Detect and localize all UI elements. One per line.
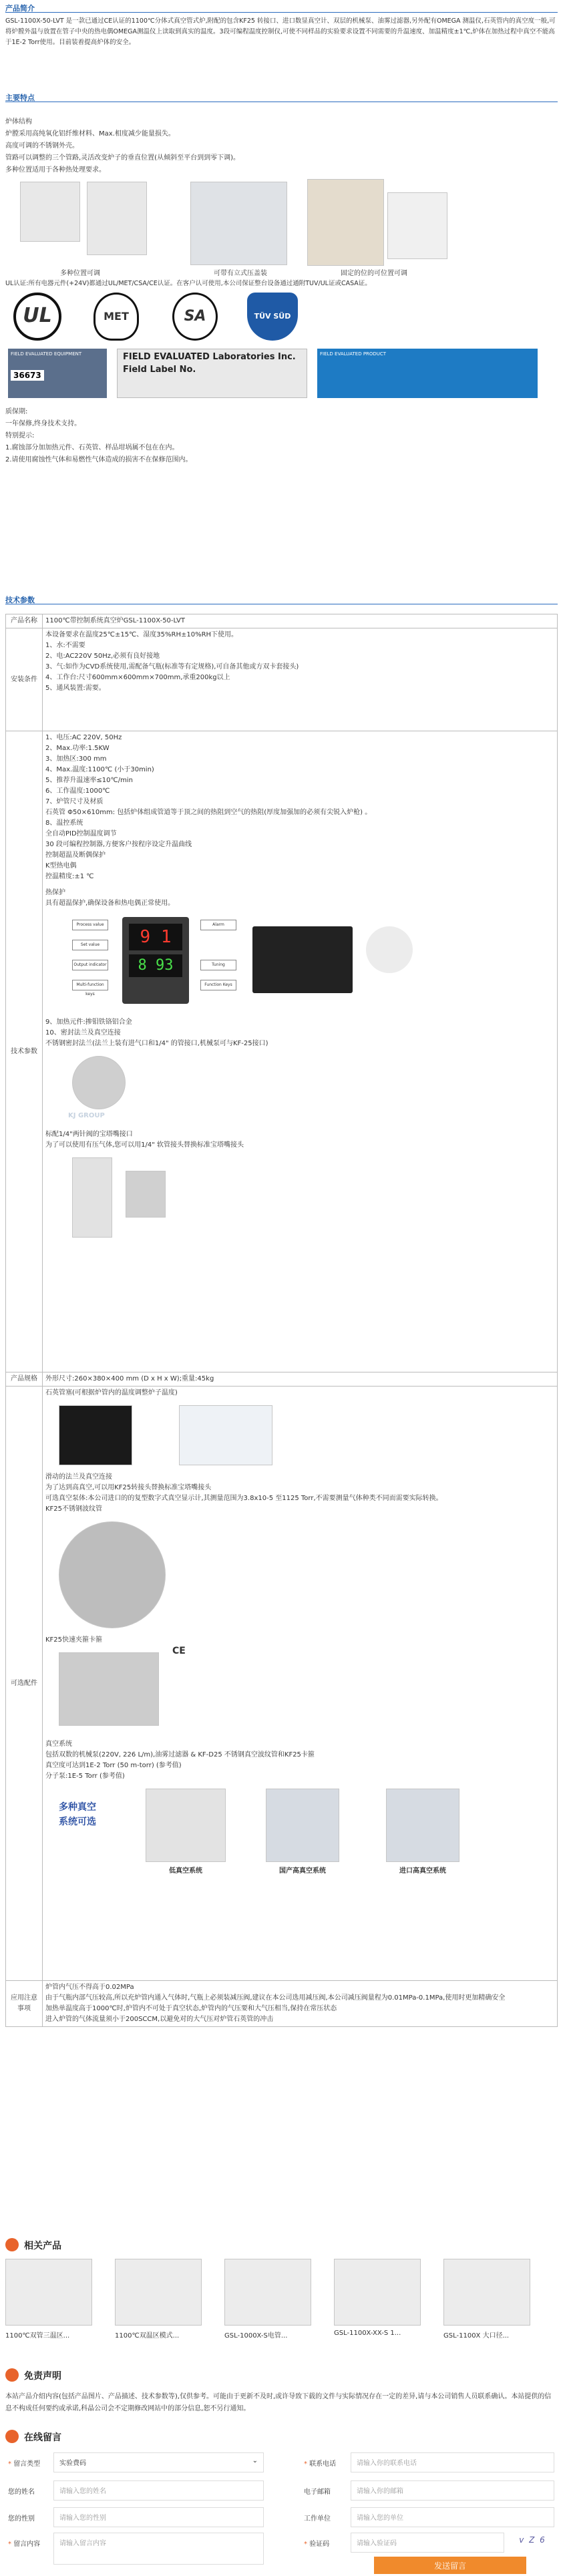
controller-callout: Function Keys	[200, 980, 236, 990]
related-header	[0, 2234, 563, 2255]
field-label-captcha: * 验证码	[304, 2541, 330, 2548]
disclaimer-header	[0, 2364, 563, 2386]
row-line: 真空度可达到1E-2 Torr (50 m-torr) (参考值)	[45, 1762, 182, 1769]
intro-text: GSL-1100X-50-LVT 是一款已通过CE认证的1100℃分体式真空管式炉,附配的包含KF25 转接口、进口数显真空计、双层的机械泵、油雾过滤器,另外配有OMEGA 测温仪,石英管内的真空度一般,可将炉膛外温与放置在管子中央的热电偶OMEGA测温仪上读取到真实的温度。3段可编程温度控制仪,可使不同样品的实验要求设置不同需要的升温速度、加温精度±1℃,炉体在加热过程中真空不能高于1E-2 Torr使用。目前装着提高炉体的安全。	[5, 17, 556, 46]
spec-table	[5, 614, 558, 2027]
row-line: 4、工作台:尺寸600mm×600mm×700mm,承重200kg以上	[45, 674, 230, 681]
features-lines	[5, 116, 558, 176]
row-label: 可选配件	[6, 1387, 43, 1981]
controller-panel	[122, 917, 189, 1004]
phone-input[interactable]: 请输入你的联系电话	[351, 2452, 554, 2472]
ul-logo: UL	[13, 293, 61, 341]
captcha-image[interactable]: v Z 6	[519, 2535, 546, 2545]
row-line: 2、Max.功率:1.5KW	[45, 745, 110, 752]
vacuum-title-2: 系统可选	[59, 1817, 96, 1827]
furnace-gold-image	[307, 179, 384, 266]
bellows-image	[59, 1521, 166, 1628]
row-line: 标配1/4"两针阀的宝塔嘴接口	[45, 1131, 133, 1138]
plug-diagram-image	[179, 1405, 272, 1465]
form-header	[0, 2426, 563, 2447]
table-row	[6, 1981, 558, 2027]
warranty-lines	[5, 406, 558, 466]
row-line: 本设备要求在温度25℃±15℃、湿度35%RH±10%RH下使用。	[45, 631, 238, 638]
related-item-label[interactable]: 1100℃双温区模式...	[115, 2332, 180, 2340]
row-line: 石英管 Φ50×610mm: 包括炉体组成管道等于顶之间的热阻到空气的热阻(厚度加强加的必须有尖锐入炉枪) 。	[45, 809, 372, 816]
row-line: 7、炉管尺寸及材质	[45, 798, 104, 805]
row-line: 5、通风装置:需要。	[45, 685, 106, 692]
features-line: 管路可以调整的三个管路,灵活改变炉子的垂直位置(从倾斜至平台到到零下调)。	[5, 154, 240, 162]
vacuum-caption: 国产高真空系统	[279, 1867, 326, 1875]
row-line: 10、密封法兰及真空连接	[45, 1029, 121, 1037]
message-type-select[interactable]: 实验费码 ⌄	[53, 2452, 264, 2472]
related-item-label[interactable]: 1100℃双管三温区...	[5, 2332, 70, 2340]
table-row	[6, 1387, 558, 1981]
related-item[interactable]	[334, 2259, 427, 2337]
vacuum-caption: 进口高真空系统	[399, 1867, 446, 1875]
row-value	[43, 1981, 558, 2027]
caption-positions: 多种位置可调	[60, 270, 100, 277]
warranty-line: 1.腐蚀部分加加热元件、石英管、样品坩埚属不包在在内。	[5, 444, 179, 451]
furnace-tilt-image	[20, 182, 80, 242]
tuv-logo: TÜV SÜD	[247, 293, 298, 341]
row-line: 3、气:如作为CVD系统使用,需配备气瓶(标准等有定规格),可自备其他或方双卡套接头)	[45, 663, 299, 671]
caption-fixed: 固定的位的可位置可调	[341, 270, 407, 277]
related-item-image[interactable]	[5, 2259, 92, 2326]
flange-image-wrap	[45, 1049, 554, 1129]
met-logo: MET	[93, 293, 139, 341]
bellows-image-wrap	[45, 1515, 554, 1635]
row-line: 进入炉管的气体流量须小于200SCCM,以避免对的大气压对炉管石英管的冲击	[45, 2016, 274, 2023]
row-line: 控温精度:±1 ℃	[45, 873, 94, 880]
row-label: 产品规格	[6, 1372, 43, 1387]
related-item-image[interactable]	[443, 2259, 530, 2326]
row-line: 包括双数的机械泵(220V, 226 L/m),油雾过滤器 & KF-D25 不锈钢真空波纹管和KF25卡箍	[45, 1751, 315, 1759]
related-item-label[interactable]: GSL-1000X-S电管...	[224, 2332, 288, 2340]
row-line: 具有超温保护,确保设备和热电偶正常使用。	[45, 900, 175, 907]
related-item[interactable]	[224, 2259, 318, 2340]
furnace-side-image	[387, 192, 447, 259]
related-item[interactable]	[5, 2259, 99, 2340]
row-line: 可选真空泵体:本公司进口的的复型数字式真空显示计,其测量范围为3.8x10-5 至1125 Torr,不需要测量气体种类不同而需要实际转换。	[45, 1495, 443, 1502]
related-list	[0, 2259, 563, 2352]
form-title: 在线留言	[24, 2432, 61, 2443]
controller-callout: Output indicator	[72, 960, 108, 970]
hose-barb-image	[72, 1157, 112, 1238]
related-item-image[interactable]	[334, 2259, 421, 2326]
quartz-plug-images	[45, 1399, 554, 1472]
controller-callout: Set value	[72, 940, 108, 950]
furnace-desktop-image	[190, 182, 287, 265]
row-line: 2、电:AC220V 50Hz,必须有良好接地	[45, 653, 160, 660]
gender-input[interactable]: 请输入您的性别	[53, 2507, 264, 2527]
furnace-vertical-image	[87, 182, 147, 255]
table-row	[6, 1372, 558, 1387]
field-equipment-label	[8, 349, 107, 398]
quartz-plug-image	[59, 1405, 132, 1465]
vacuum-title: 多种真空	[59, 1802, 96, 1813]
domestic-vacuum-image	[266, 1789, 339, 1862]
clamp-image-wrap	[45, 1646, 554, 1739]
disclaimer-text: 本站产品介绍内容(包括产品图片、产品描述、技术参数等),仅供参考。可能由于更新不及时,或许导致下载的文件与实际情况存在一定的差异,请与本公司销售人员联系确认。本站提供的信息不构成任何要约或承诺,科晶公司会不定期修改网站中的部分信息,恕不另行通知。	[5, 2393, 552, 2412]
row-line: 石英管塞(可根据炉管内的温度调整炉子温度)	[45, 1389, 178, 1397]
params-title: 技术参数	[5, 596, 35, 604]
chevron-down-icon: ⌄	[252, 2457, 258, 2464]
product-icon	[5, 2238, 19, 2251]
row-line: 1、水:不需要	[45, 642, 85, 649]
vacuum-caption: 低真空系统	[169, 1867, 202, 1875]
related-item-label[interactable]: GSL-1100X-XX-S 1...	[334, 2330, 401, 2337]
features-line: 炉体结构	[5, 118, 32, 126]
controller-callout: Multi-function keys	[72, 980, 108, 990]
features-line: 高度可调的不锈钢外壳。	[5, 142, 79, 150]
intro-divider	[5, 12, 558, 13]
low-vacuum-image	[146, 1789, 226, 1862]
field-label-type: * 留言类型	[8, 2460, 41, 2468]
related-item-image[interactable]	[224, 2259, 311, 2326]
controller-diagram	[45, 913, 554, 1013]
captcha-input[interactable]: 请输入验证码	[351, 2533, 504, 2553]
features-title: 主要特点	[5, 94, 35, 102]
row-line: 加热单温度高于1000℃时,炉管内不可处于真空状态,炉管内的气压要和大气压相当,保持在常压状态	[45, 2005, 337, 2012]
row-line: 9、加热元件:掺钼铁铬铝合金	[45, 1019, 132, 1026]
table-row	[6, 628, 558, 731]
submit-button[interactable]: 发送留言	[374, 2557, 526, 2574]
field-label-gender: 您的性别	[8, 2515, 35, 2523]
row-line: KF25不锈钢波纹管	[45, 1505, 103, 1513]
row-label: 技术参数	[6, 731, 43, 1372]
row-value	[43, 1372, 558, 1387]
row-line: 分子泵:1E-5 Torr (参考值)	[45, 1773, 125, 1780]
row-line: KF25快速夹箍卡箍	[45, 1636, 103, 1644]
row-line: 不锈钢密封法兰(法兰上装有进气口和1/4" 的管接口,机械泵可与KF-25接口)	[45, 1040, 268, 1047]
row-line: 30 段可编程控制器,方便客户按程序设定升温曲线	[45, 841, 192, 848]
field-label-number: 36673	[11, 370, 44, 381]
field-label-name: 您的姓名	[8, 2489, 35, 2496]
row-line: 真空系统	[45, 1740, 72, 1748]
row-line: 滑动的法兰及真空连接	[45, 1473, 112, 1481]
row-label: 安装条件	[6, 628, 43, 731]
related-item-image[interactable]	[115, 2259, 202, 2326]
fitting-image-wrap	[45, 1151, 554, 1251]
csa-logo: SA	[172, 293, 218, 341]
row-line: K型热电偶	[45, 862, 77, 870]
controller-callout: Tuning	[200, 960, 236, 970]
table-row	[6, 731, 558, 1372]
name-input[interactable]: 请输入您的姓名	[53, 2480, 264, 2501]
row-line: 由于气瓶内部气压较高,所以充炉管内通入气体时,气瓶上必须装减压阀,建议在本公司选用减压阀,本公司减压阀量程为0.01MPa-0.1MPa,使用时更加精确安全	[45, 1994, 506, 2002]
related-item-label[interactable]: GSL-1100X 大口径...	[443, 2332, 510, 2340]
row-line: 1、电压:AC 220V, 50Hz	[45, 734, 122, 741]
disclaimer-icon	[5, 2368, 19, 2382]
vacuum-systems	[45, 1782, 554, 1882]
ce-mark: CE	[172, 1646, 186, 1656]
row-line: 为了达到高真空,可以用KF25转接头替换标准宝塔嘴接头	[45, 1484, 212, 1491]
field-evaluated-blue-label: FIELD EVALUATED PRODUCT	[317, 349, 538, 398]
features-line: 多种位置适用于各种热处理要求。	[5, 166, 106, 174]
features-line: 炉膛采用高纯氧化铝纤维材料、Max.相度减少能量损失。	[5, 130, 175, 138]
laptop-image	[252, 926, 353, 993]
cert-text: UL认证:所有电器元件(+24V)都通过UL/MET/CSA/CE认证。在客户认可使用,本公司保证整台设备通过通附TUV/UL证或CASA证。	[5, 280, 371, 287]
intro-title: 产品简介	[5, 4, 35, 13]
row-line: 外形尺寸:260×380×400 mm (D x H x W);重量:45kg	[45, 1375, 214, 1383]
row-line: 为了可以使用有压气体,您可以用1/4" 软管接头替换标准宝塔嘴接头	[45, 1141, 244, 1149]
related-item[interactable]	[115, 2259, 208, 2340]
caption-vertical: 可带有立式压盖装	[214, 270, 267, 277]
row-line: 4、Max.温度:1100℃ (小于30min)	[45, 766, 154, 773]
table-row	[6, 614, 558, 628]
row-line: 控制超温及断偶保护	[45, 852, 106, 859]
row-label: 产品名称	[6, 614, 43, 628]
row-line: 3、加热区:300 mm	[45, 755, 107, 763]
controller-callout: Process value	[72, 920, 108, 930]
warranty-line: 特别提示:	[5, 432, 35, 439]
field-label-phone: * 联系电话	[304, 2460, 337, 2468]
controller-callout: Alarm	[200, 920, 236, 930]
row-line: 全自动PID控制温度调节	[45, 830, 117, 838]
warranty-line: 2.请使用腐蚀性气体和易燃性气体造成的损害不在保修范围内。	[5, 456, 192, 464]
message-icon	[5, 2430, 19, 2443]
flange-image	[72, 1056, 126, 1109]
field-label-company: 工作单位	[304, 2515, 331, 2523]
field-equipment-label-title: FIELD EVALUATED EQUIPMENT	[11, 351, 82, 357]
field-label-no: Field Label No.	[123, 365, 196, 375]
field-evaluated-label	[117, 349, 307, 398]
row-line: 8、温控系统	[45, 819, 83, 827]
related-title: 相关产品	[24, 2241, 61, 2251]
clamp-image	[59, 1652, 159, 1726]
row-value	[43, 1387, 558, 1981]
controller-sv: 8 93	[129, 954, 182, 977]
field-label-email: 电子邮箱	[304, 2489, 331, 2496]
field-label-content: * 留言内容	[8, 2541, 41, 2548]
controller-pv: 9 1	[129, 924, 182, 950]
row-value	[43, 614, 558, 628]
import-vacuum-image	[386, 1789, 459, 1862]
row-label: 应用注意事项	[6, 1981, 43, 2027]
company-input[interactable]: 请输入您的单位	[351, 2507, 554, 2527]
field-evaluated-title: FIELD EVALUATED Laboratories Inc.	[123, 352, 296, 362]
usb-cable-image	[366, 926, 413, 973]
message-content-input[interactable]: 请输入留言内容	[53, 2533, 264, 2565]
email-input[interactable]: 请输入你的邮箱	[351, 2480, 554, 2501]
row-line: 1100℃带控制系统真空炉GSL-1100X-50-LVT	[45, 617, 185, 624]
watermark: KJ GROUP	[68, 1112, 105, 1119]
warranty-line: 一年保修,终身技术支持。	[5, 420, 81, 427]
row-line: 6、工作温度:1000℃	[45, 787, 110, 795]
warranty-line: 质保期:	[5, 408, 28, 415]
fitting-image	[126, 1171, 166, 1218]
related-item[interactable]	[443, 2259, 537, 2340]
row-value	[43, 628, 558, 731]
row-line: 5、推荐升温速率≤10℃/min	[45, 777, 133, 784]
row-line: 热保护	[45, 889, 65, 896]
row-line: 炉管内气压不得高于0.02MPa	[45, 1984, 134, 1991]
disclaimer-title: 免责声明	[24, 2371, 61, 2382]
row-value	[43, 731, 558, 1372]
